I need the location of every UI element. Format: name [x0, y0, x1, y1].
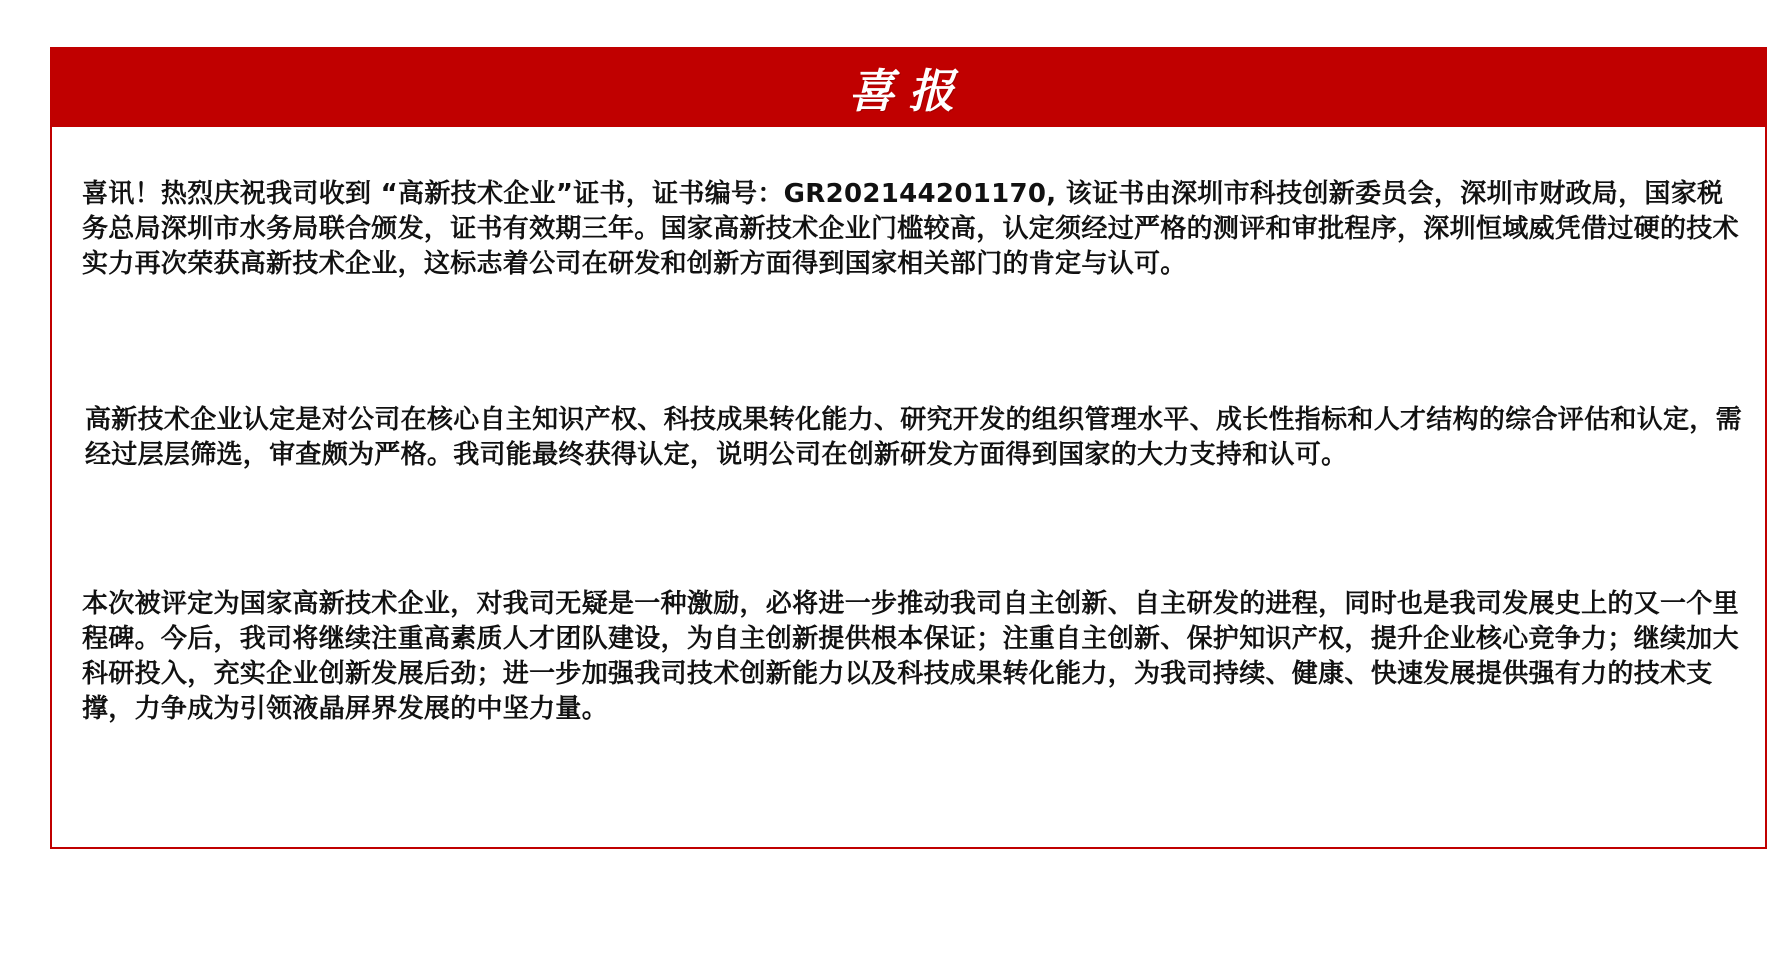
paragraph-recognition: 高新技术企业认定是对公司在核心自主知识产权、科技成果转化能力、研究开发的组织管理水平、成长性指标和人才结构的综合评估和认定，需经过层层筛选，审查颇为严格。我司能最终获得认定，说明公司在创新研发方面得到国家的大力支持和认可。	[85, 405, 1742, 470]
paragraph-outlook: 本次被评定为国家高新技术企业，对我司无疑是一种激励，必将进一步推动我司自主创新、自主研发的进程，同时也是我司发展史上的又一个里程碑。今后，我司将继续注重高素质人才团队建设，为自主创新提供根本保证；注重自主创新、保护知识产权，提升企业核心竞争力；继续加大科研投入，充实企业创新发展后劲；进一步加强我司技术创新能力以及科技成果转化能力，为我司持续、健康、快速发展提供强有力的技术支撑，力争成为引领液晶屏界发展的中坚力量。	[82, 589, 1739, 724]
header-banner	[52, 49, 1765, 127]
paragraph-certificate: 喜讯！热烈庆祝我司收到 “高新技术企业”证书，证书编号：GR202144201170, 该证书由深圳市科技创新委员会，深圳市财政局，国家税务总局深圳市水务局联合颁发，证书有效期三年。国家高新技术企业门槛较高，认定须经过严格的测评和审批程序，深圳恒域威凭借过硬的技术实力再次荣获高新技术企业，这标志着公司在研发和创新方面得到国家相关部门的肯定与认可。	[82, 179, 1739, 279]
announcement-frame	[50, 47, 1767, 849]
header-title: 喜报	[848, 64, 969, 118]
